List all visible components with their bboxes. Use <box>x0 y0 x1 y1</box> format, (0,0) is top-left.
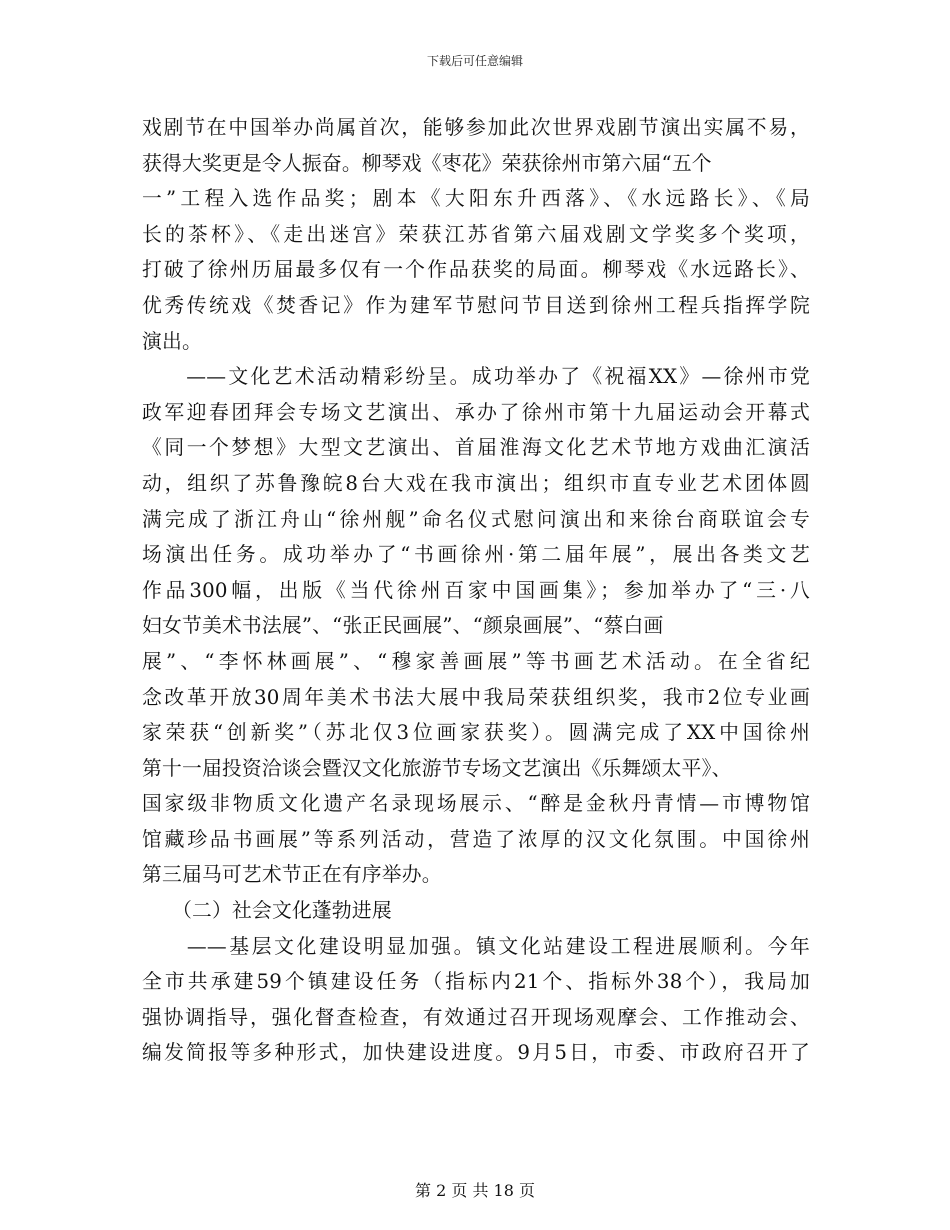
text-line: 展”、“李怀林画展”、“穆家善画展”等书画艺术活动。在全省纪 <box>142 649 810 673</box>
text-line: ——文化艺术活动精彩纷呈。成功举办了《祝福XX》—徐州市党 <box>142 365 810 389</box>
text-line: 优秀传统戏《焚香记》作为建军节慰问节目送到徐州工程兵指挥学院 <box>142 293 810 317</box>
text-line: 第三届马可艺术节正在有序举办。 <box>142 863 442 887</box>
text-line: 全市共承建59个镇建设任务（指标内21个、指标外38个），我局加 <box>142 970 810 994</box>
text-line: 馆藏珍品书画展”等系列活动，营造了浓厚的汉文化氛围。中国徐州 <box>142 827 810 851</box>
text-line: 演出。 <box>142 329 202 353</box>
text-line: 妇女节美术书法展”、“张正民画展”、“颜泉画展”、“蔡白画 <box>142 614 664 638</box>
page-number: 第 2 页 共 18 页 <box>415 1181 535 1200</box>
text-line: 作品300幅，出版《当代徐州百家中国画集》；参加举办了“三·八 <box>142 578 810 602</box>
text-line: 长的茶杯》、《走出迷宫》荣获江苏省第六届戏剧文学奖多个奖项， <box>142 222 810 246</box>
text-line: 念改革开放30周年美术书法大展中我局荣获组织奖，我市2位专业画 <box>142 685 810 709</box>
page-header: 下载后可任意编辑 <box>426 54 523 68</box>
text-line: 政军迎春团拜会专场文艺演出、承办了徐州市第十九届运动会开幕式 <box>142 400 810 424</box>
text-line: 打破了徐州历届最多仅有一个作品获奖的局面。柳琴戏《水远路长》、 <box>142 258 810 282</box>
text-line: 编发简报等多种形式，加快建设进度。9月5日，市委、市政府召开了 <box>142 1041 810 1065</box>
text-line: 国家级非物质文化遗产名录现场展示、“醉是金秋丹青情—市博物馆 <box>142 792 810 816</box>
text-line: 获得大奖更是令人振奋。柳琴戏《枣花》荣获徐州市第六届“五个 <box>142 151 712 175</box>
body-text <box>142 110 810 1071</box>
text-line: 戏剧节在中国举办尚属首次，能够参加此次世界戏剧节演出实属不易， <box>142 116 810 139</box>
text-line: ——基层文化建设明显加强。镇文化站建设工程进展顺利。今年 <box>142 934 810 958</box>
text-line: 一”工程入选作品奖；剧本《大阳东升西落》、《水远路长》、《局 <box>142 187 810 211</box>
text-line: 家荣获“创新奖”（苏北仅3位画家获奖）。圆满完成了XX中国徐州 <box>142 721 810 745</box>
text-line: 动，组织了苏鲁豫皖8台大戏在我市演出；组织市直专业艺术团体圆 <box>142 471 810 495</box>
text-line: 强协调指导，强化督查检查，有效通过召开现场观摩会、工作推动会、 <box>142 1005 810 1029</box>
text-line: 满完成了浙江舟山“徐州舰”命名仪式慰问演出和来徐台商联谊会专 <box>142 507 810 531</box>
text-line: 《同一个梦想》大型文艺演出、首届淮海文化艺术节地方戏曲汇演活 <box>142 436 810 460</box>
text-line: 第十一届投资洽谈会暨汉文化旅游节专场文艺演出《乐舞颂太平》、 <box>142 756 732 780</box>
text-line: 场演出任务。成功举办了“书画徐州·第二届年展”，展出各类文艺 <box>142 543 810 567</box>
section-heading: （二）社会文化蓬勃进展 <box>142 899 392 923</box>
